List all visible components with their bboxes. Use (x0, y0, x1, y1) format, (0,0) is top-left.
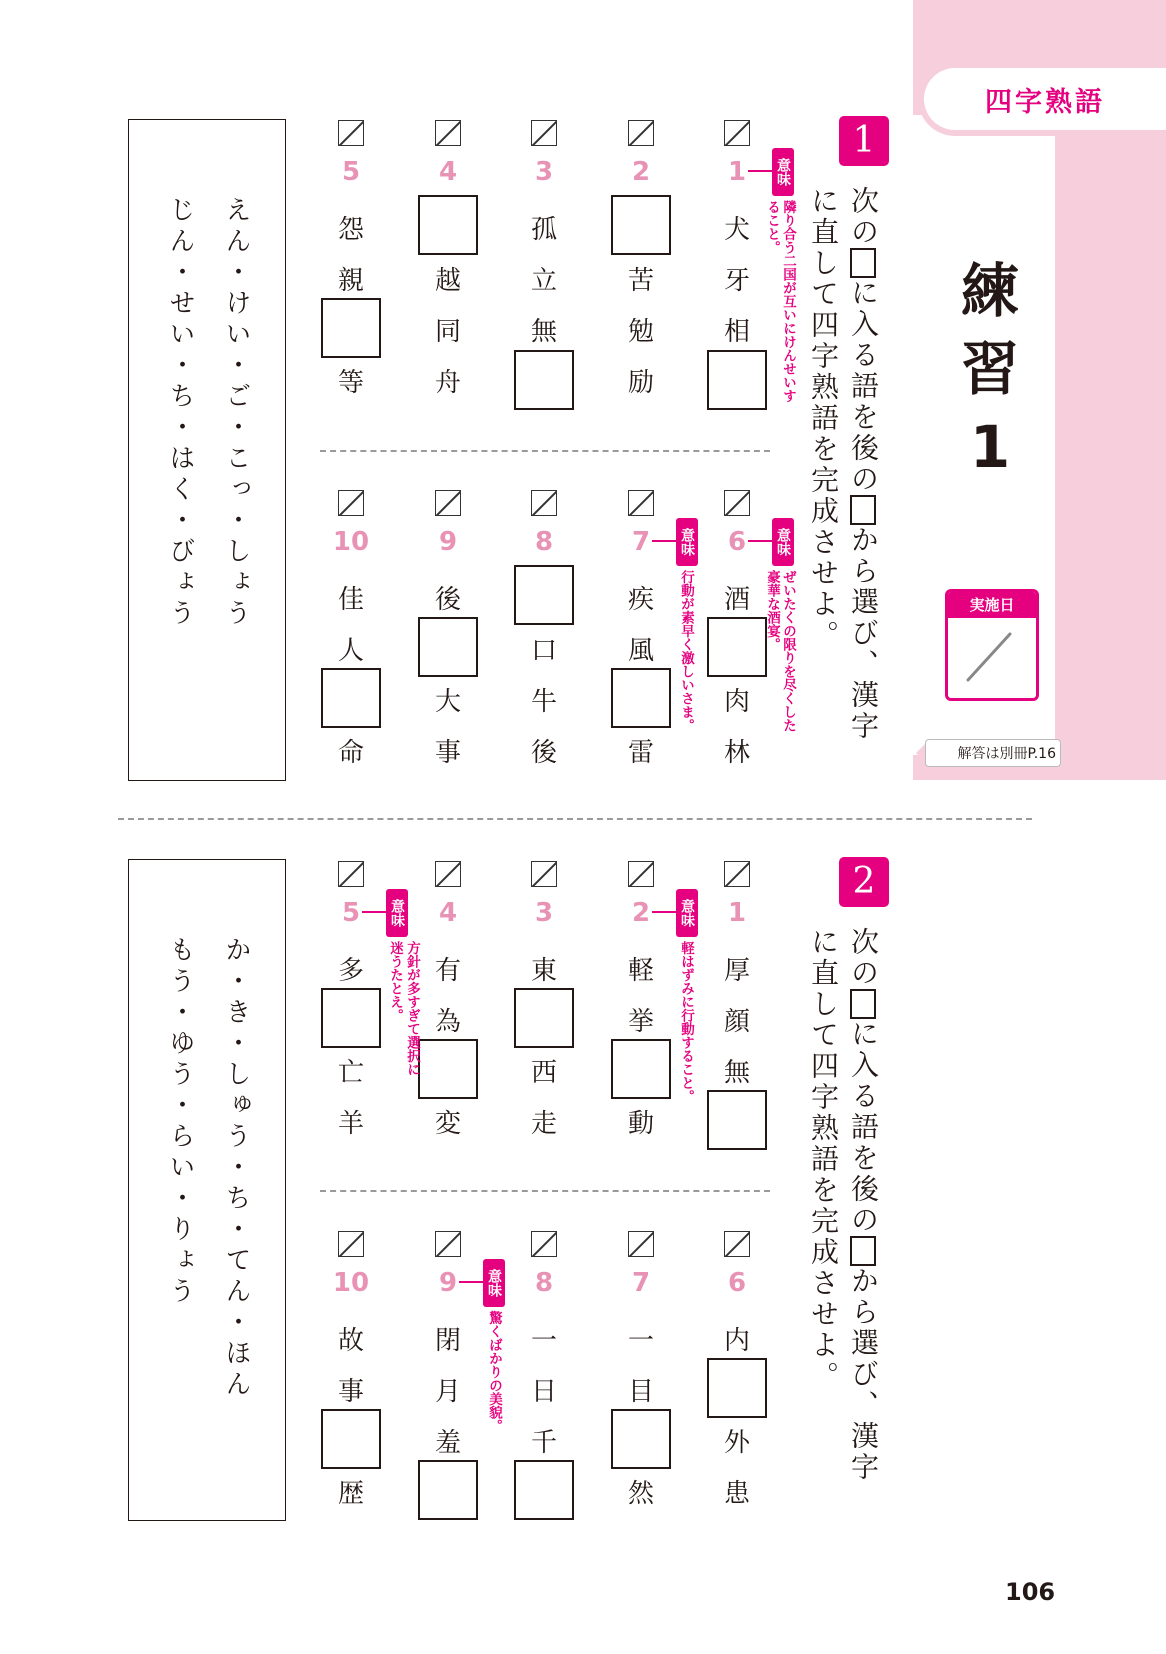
question-number: 1 (727, 898, 747, 928)
answer-box[interactable] (514, 988, 574, 1048)
question-char: 事 (337, 1377, 364, 1407)
meaning-text: 軽はずみに行動すること。 (678, 941, 694, 1103)
question-char: 相 (723, 317, 750, 347)
question-char: 疾 (627, 585, 654, 615)
question-checkbox[interactable] (338, 120, 364, 146)
question-char: 内 (723, 1326, 750, 1356)
question-char: 日 (530, 1377, 557, 1407)
section2-options-line2: もう・ゆう・らい・りょう (165, 936, 195, 1308)
section1-divider (320, 450, 770, 452)
title-char-2: 習 (960, 335, 1019, 403)
category-tab: 四字熟語 (924, 68, 1166, 130)
question-number: 10 (332, 527, 370, 557)
answer-box[interactable] (514, 350, 574, 410)
question-number: 5 (341, 157, 361, 187)
date-label: 実施日 (948, 592, 1036, 618)
question-char: 舟 (434, 368, 461, 398)
question-checkbox[interactable] (435, 490, 461, 516)
question-char: 孤 (530, 215, 557, 245)
instruction-box-icon (850, 248, 876, 278)
question-number: 9 (438, 1268, 458, 1298)
question-checkbox[interactable] (338, 490, 364, 516)
question-checkbox[interactable] (531, 120, 557, 146)
question-char: 怨 (337, 215, 364, 245)
meaning-text: 豪華な酒宴。 (764, 570, 780, 651)
meaning-text: 行動が素早く激しいさま。 (678, 570, 694, 732)
answer-box[interactable] (707, 350, 767, 410)
answer-box[interactable] (321, 668, 381, 728)
question-char: 羞 (434, 1428, 461, 1458)
question-checkbox[interactable] (628, 861, 654, 887)
meaning-tag: 意味 (772, 518, 794, 566)
title-char-3: 1 (969, 413, 1011, 481)
meaning-tag: 意味 (676, 889, 698, 937)
question-char: 立 (530, 266, 557, 296)
question-number: 10 (332, 1268, 370, 1298)
answer-box[interactable] (611, 1409, 671, 1469)
question-char: 酒 (723, 585, 750, 615)
meaning-text: 迷うたとえ。 (387, 941, 403, 1022)
question-char: 軽 (627, 956, 654, 986)
question-char: 一 (530, 1326, 557, 1356)
question-char: 人 (337, 636, 364, 666)
meaning-connector (652, 911, 676, 913)
question-char: 挙 (627, 1007, 654, 1037)
instruction-box-icon (850, 495, 876, 525)
question-char: 親 (337, 266, 364, 296)
question-char: 西 (530, 1058, 557, 1088)
question-number: 3 (534, 157, 554, 187)
question-char: 閉 (434, 1326, 461, 1356)
meaning-text: 隣り合う二国が互いにけんせいす (780, 200, 796, 403)
section1-options-line1: えん・けい・ご・こっ・しょう (221, 196, 251, 630)
question-char: 故 (337, 1326, 364, 1356)
question-number: 3 (534, 898, 554, 928)
question-char: 佳 (337, 585, 364, 615)
question-number: 7 (631, 1268, 651, 1298)
question-number: 6 (727, 527, 747, 557)
answer-box[interactable] (418, 617, 478, 677)
meaning-tag: 意味 (676, 518, 698, 566)
answer-box[interactable] (611, 1039, 671, 1099)
question-char: 千 (530, 1428, 557, 1458)
question-number: 5 (341, 898, 361, 928)
question-char: 風 (627, 636, 654, 666)
meaning-tag: 意味 (483, 1259, 505, 1307)
question-checkbox[interactable] (724, 861, 750, 887)
answer-box[interactable] (707, 1358, 767, 1418)
question-number: 7 (631, 527, 651, 557)
question-char: 然 (627, 1479, 654, 1509)
meaning-tag: 意味 (386, 889, 408, 937)
meaning-text: ぜいたくの限りを尽くした (780, 570, 796, 732)
question-number: 8 (534, 527, 554, 557)
question-char: 勉 (627, 317, 654, 347)
answer-box[interactable] (611, 195, 671, 255)
question-char: 多 (337, 956, 364, 986)
section1-instruction-col2: に直して四字熟語を完成させよ。 (807, 186, 840, 651)
meaning-connector (748, 170, 772, 172)
question-checkbox[interactable] (724, 490, 750, 516)
section1-instruction-col1: 次のに入る語を後のから選び、漢字 (847, 186, 880, 742)
date-box[interactable] (945, 589, 1039, 701)
section2-instruction-col1: 次のに入る語を後のから選び、漢字 (847, 927, 880, 1483)
question-checkbox[interactable] (531, 1231, 557, 1257)
question-checkbox[interactable] (338, 1231, 364, 1257)
question-char: 目 (627, 1377, 654, 1407)
question-checkbox[interactable] (531, 490, 557, 516)
question-number: 1 (727, 157, 747, 187)
answer-box[interactable] (418, 1039, 478, 1099)
question-char: 羊 (337, 1109, 364, 1139)
question-char: 苦 (627, 266, 654, 296)
question-char: 患 (723, 1479, 750, 1509)
section1-options-box (128, 119, 286, 781)
answer-box[interactable] (707, 1090, 767, 1150)
page-number: 106 (1005, 1578, 1056, 1606)
question-number: 9 (438, 527, 458, 557)
question-checkbox[interactable] (628, 1231, 654, 1257)
question-number: 2 (631, 157, 651, 187)
meaning-text: 方針が多すぎて選択に (404, 941, 420, 1076)
question-char: 肉 (723, 687, 750, 717)
question-checkbox[interactable] (628, 490, 654, 516)
meaning-connector (362, 911, 386, 913)
question-char: 励 (627, 368, 654, 398)
question-checkbox[interactable] (338, 861, 364, 887)
answer-box[interactable] (418, 195, 478, 255)
question-char: 牛 (530, 687, 557, 717)
meaning-tag: 意味 (772, 148, 794, 196)
instruction-box-icon (850, 1236, 876, 1266)
answer-box[interactable] (611, 668, 671, 728)
answer-box[interactable] (418, 1460, 478, 1520)
question-char: 東 (530, 956, 557, 986)
meaning-connector (459, 1281, 483, 1283)
question-char: 為 (434, 1007, 461, 1037)
question-char: 動 (627, 1109, 654, 1139)
section1-badge: 1 (839, 116, 889, 166)
section2-options-line1: か・き・しゅう・ち・てん・ほん (221, 936, 251, 1401)
question-checkbox[interactable] (531, 861, 557, 887)
section-divider (118, 818, 1032, 820)
title-char-1: 練 (960, 257, 1019, 325)
question-char: 雷 (627, 738, 654, 768)
question-checkbox[interactable] (724, 1231, 750, 1257)
answer-box[interactable] (321, 1409, 381, 1469)
question-checkbox[interactable] (435, 120, 461, 146)
answer-box[interactable] (321, 298, 381, 358)
question-char: 月 (434, 1377, 461, 1407)
meaning-text: ること。 (764, 200, 780, 254)
question-char: 同 (434, 317, 461, 347)
question-char: 牙 (723, 266, 750, 296)
section2-divider (320, 1190, 770, 1192)
section2-instruction-col2: に直して四字熟語を完成させよ。 (807, 927, 840, 1392)
question-char: 厚 (723, 956, 750, 986)
answer-box[interactable] (321, 988, 381, 1048)
question-char: 等 (337, 368, 364, 398)
question-char: 無 (530, 317, 557, 347)
section2-badge: 2 (839, 857, 889, 907)
meaning-connector (652, 540, 676, 542)
instruction-box-icon (850, 989, 876, 1019)
question-char: 走 (530, 1109, 557, 1139)
answer-box[interactable] (514, 1460, 574, 1520)
question-char: 顔 (723, 1007, 750, 1037)
question-number: 4 (438, 898, 458, 928)
question-number: 6 (727, 1268, 747, 1298)
section2-options-box (128, 859, 286, 1521)
question-char: 事 (434, 738, 461, 768)
date-slash-icon (948, 618, 1030, 694)
question-char: 犬 (723, 215, 750, 245)
question-char: 変 (434, 1109, 461, 1139)
question-checkbox[interactable] (724, 120, 750, 146)
meaning-connector (748, 540, 772, 542)
question-char: 命 (337, 738, 364, 768)
question-char: 林 (723, 738, 750, 768)
question-char: 後 (434, 585, 461, 615)
question-char: 歴 (337, 1479, 364, 1509)
question-char: 後 (530, 738, 557, 768)
question-char: 無 (723, 1058, 750, 1088)
section1-options-line2: じん・せい・ち・はく・びょう (165, 196, 195, 630)
meaning-text: 驚くばかりの美貌。 (486, 1311, 502, 1433)
question-checkbox[interactable] (435, 1231, 461, 1257)
answer-box[interactable] (707, 617, 767, 677)
question-number: 4 (438, 157, 458, 187)
question-char: 口 (530, 636, 557, 666)
question-number: 2 (631, 898, 651, 928)
question-char: 越 (434, 266, 461, 296)
question-char: 大 (434, 687, 461, 717)
question-char: 有 (434, 956, 461, 986)
answer-box[interactable] (514, 565, 574, 625)
question-char: 一 (627, 1326, 654, 1356)
question-checkbox[interactable] (435, 861, 461, 887)
question-number: 8 (534, 1268, 554, 1298)
question-char: 亡 (337, 1058, 364, 1088)
answer-ref: 解答は別冊P.16 (925, 739, 1061, 767)
question-char: 外 (723, 1428, 750, 1458)
question-checkbox[interactable] (628, 120, 654, 146)
